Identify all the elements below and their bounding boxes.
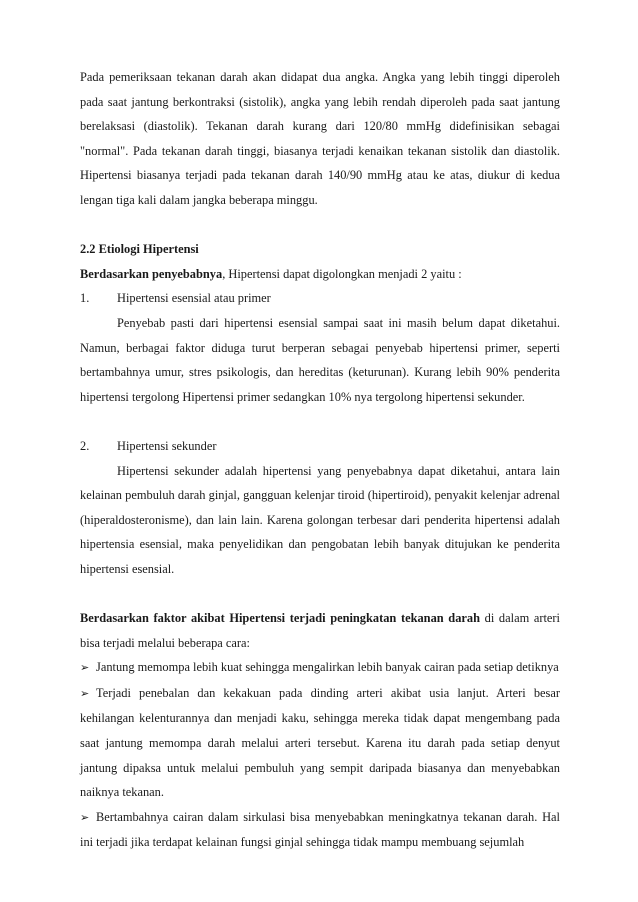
list-item-1-title (80, 286, 560, 311)
spacer (80, 213, 560, 238)
list-item-2-text: Hipertensi sekunder adalah hipertensi yang penyebabnya dapat diketahui, antara lain kelainan pembuluh darah ginjal, gangguan kelenjar tiroid (hipertiroid), penyakit kelenjar adrenal (hiperaldosteronisme), dan lain lain. Karena golongan terbesar dari penderita hipertensi adalah hipertensia esensial, maka penyelidikan dan pengobatan lebih banyak ditujukan ke penderita hipertensi esensial. (80, 463, 560, 576)
bullet-text: Terjadi penebalan dan kekakuan pada dinding arteri akibat usia lanjut. Arteri besar kehilangan kelenturannya dan menjadi kaku, sehingga mereka tidak dapat mengembang pada saat jantung memompa darah melalui arteri tersebut. Karena itu darah pada setiap denyut jantung dipaksa untuk melalui pembuluh yang sempit daripada biasanya dan menyebabkan naiknya tekanan. (80, 685, 560, 800)
spacer (80, 581, 560, 606)
bullet-item (80, 805, 560, 855)
bullet-text: Bertambahnya cairan dalam sirkulasi bisa menyebabkan meningkatnya tekanan darah. Hal ini terjadi jika terdapat kelainan fungsi ginjal sehingga tidak mampu membuang sejumlah (80, 809, 560, 850)
spacer (80, 409, 560, 434)
bullet-item (80, 681, 560, 805)
bullet-item (80, 655, 560, 681)
factor-bold-text: Berdasarkan faktor akibat Hipertensi terjadi peningkatan tekanan darah (80, 611, 480, 626)
document-page (80, 65, 560, 855)
section-heading: 2.2 Etiologi Hipertensi (80, 242, 199, 257)
list-number: 2. (80, 438, 90, 453)
list-title: Hipertensi esensial atau primer (117, 291, 271, 306)
paragraph-blood-pressure: Pada pemeriksaan tekanan darah akan didapat dua angka. Angka yang lebih tinggi diperoleh pada saat jantung berkontraksi (sistolik), angka yang lebih rendah diperoleh pada saat jantung berelaksasi (diastolik). Tekanan darah kurang dari 120/80 mmHg didefinisikan sebagai "normal". Pada tekanan darah tinggi, biasanya terjadi kenaikan tekanan sistolik dan diastolik. Hipertensi biasanya terjadi pada tekanan darah 140/90 mmHg atau ke atas, diukur di kedua lengan tiga kali dalam jangka beberapa minggu. (80, 70, 560, 207)
list-title: Hipertensi sekunder (117, 438, 217, 453)
list-number: 1. (80, 291, 90, 306)
list-item-2-title (80, 434, 560, 459)
intro-bold-text: Berdasarkan penyebabnya (80, 266, 223, 281)
list-item-1-text: Penyebab pasti dari hipertensi esensial sampai saat ini masih belum dapat diketahui. Namun, berbagai faktor diduga turut berperan sebagai penyebab hipertensi primer, seperti bertambahnya umur, stres psikologis, dan hereditas (keturunan). Kurang lebih 90% penderita hipertensi tergolong Hipertensi primer sedangkan 10% nya tergolong hipertensi sekunder. (80, 315, 560, 404)
arrow-bullet-icon: ➢ (80, 686, 90, 700)
bullet-text: Jantung memompa lebih kuat sehingga mengalirkan lebih banyak cairan pada setiap detiknya (96, 660, 559, 675)
factor-rest-text: di dalam arteri bisa terjadi melalui beberapa cara: (80, 611, 560, 650)
arrow-bullet-icon: ➢ (80, 661, 90, 675)
intro-line (80, 262, 560, 287)
arrow-bullet-icon: ➢ (80, 810, 90, 824)
factor-intro (80, 606, 560, 655)
intro-rest-text: , Hipertensi dapat digolongkan menjadi 2 yaitu : (222, 266, 462, 281)
